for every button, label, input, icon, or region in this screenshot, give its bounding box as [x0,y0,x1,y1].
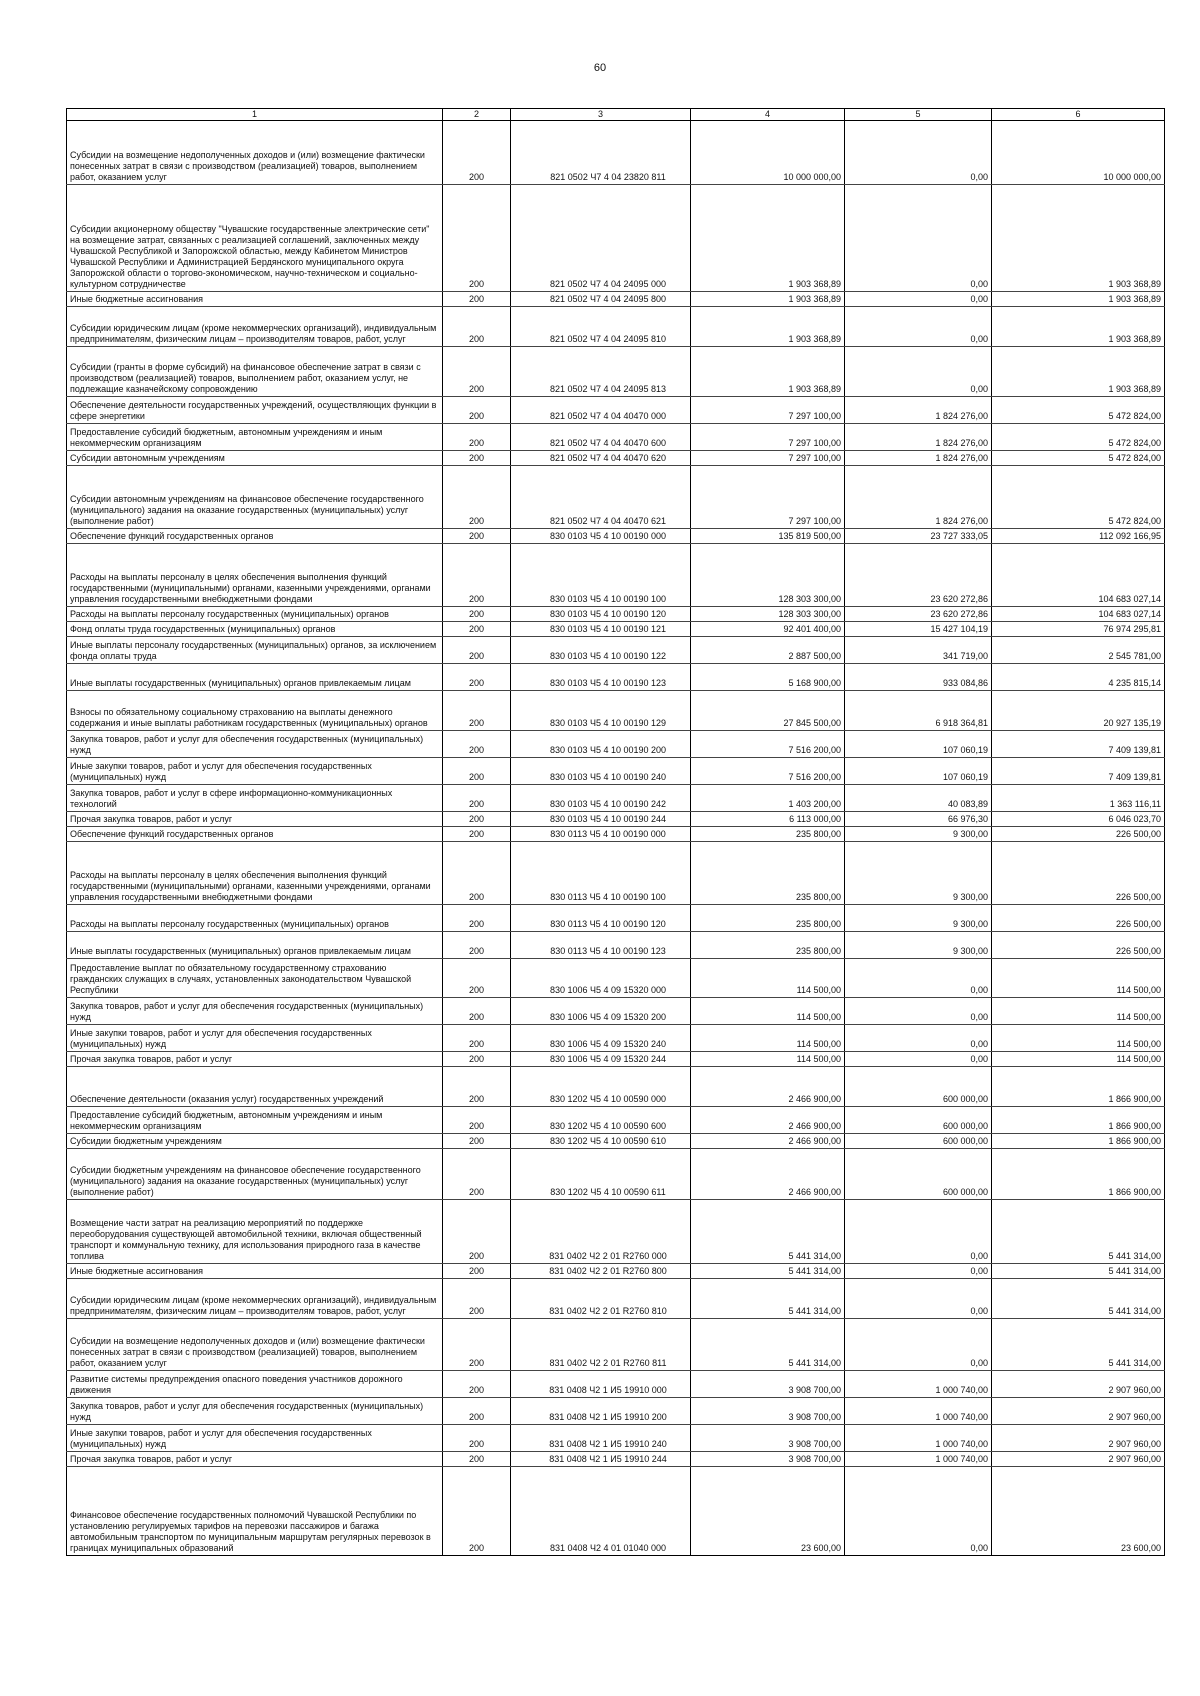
row-description: Расходы на выплаты персоналу в целях обеспечения выполнения функций государственными (муниципальными) органами, казенными учреждениями, органами управления государственными внебюджетными фондами [67,842,443,905]
row-amount-6: 7 409 139,81 [992,731,1165,758]
row-amount-4: 128 303 300,00 [691,607,845,622]
row-description: Субсидии на возмещение недополученных доходов и (или) возмещение фактически понесенных затрат в связи с производством (реализацией) товаров, выполнением работ, оказанием услуг [67,1319,443,1371]
row-amount-6: 5 441 314,00 [992,1319,1165,1371]
row-classifier: 830 1006 Ч5 4 09 15320 000 [511,959,691,998]
row-code: 200 [443,1425,511,1452]
table-row [67,785,1165,812]
row-description: Субсидии акционерному обществу "Чувашские государственные электрические сети" на возмещение затрат, связанных с реализацией соглашений, заключенных между Чувашской Республикой и Запорожской областью, между Кабинетом Министров Чувашской Республики и Администрацией Бердянского муниципального округа Запорожской области о торгово-экономическом, научно-техническом и социально-культурном сотрудничестве [67,185,443,292]
row-amount-4: 7 516 200,00 [691,731,845,758]
row-amount-4: 23 600,00 [691,1467,845,1556]
row-amount-5: 23 727 333,05 [845,529,992,544]
row-classifier: 830 0103 Ч5 4 10 00190 122 [511,637,691,664]
row-amount-4: 7 297 100,00 [691,451,845,466]
table-row [67,451,1165,466]
row-classifier: 830 0113 Ч5 4 10 00190 123 [511,932,691,959]
row-amount-4: 2 466 900,00 [691,1067,845,1107]
row-description: Взносы по обязательному социальному страхованию на выплаты денежного содержания и иные выплаты работникам государственных (муниципальных) органов [67,691,443,731]
column-header-2: 2 [443,109,511,121]
row-code: 200 [443,1452,511,1467]
row-code: 200 [443,664,511,691]
row-amount-4: 7 516 200,00 [691,758,845,785]
row-code: 200 [443,607,511,622]
row-description: Субсидии бюджетным учреждениям на финансовое обеспечение государственного (муниципального) задания на оказание государственных (муниципальных) услуг (выполнение работ) [67,1149,443,1200]
row-amount-5: 600 000,00 [845,1149,992,1200]
table-row [67,466,1165,529]
row-code: 200 [443,451,511,466]
row-amount-4: 2 466 900,00 [691,1149,845,1200]
row-classifier: 830 0113 Ч5 4 10 00190 000 [511,827,691,842]
table-row [67,185,1165,292]
row-code: 200 [443,812,511,827]
row-description: Иные бюджетные ассигнования [67,292,443,307]
row-classifier: 830 0103 Ч5 4 10 00190 123 [511,664,691,691]
row-amount-6: 2 545 781,00 [992,637,1165,664]
row-code: 200 [443,691,511,731]
row-amount-5: 0,00 [845,1467,992,1556]
row-amount-6: 226 500,00 [992,827,1165,842]
row-classifier: 830 0103 Ч5 4 10 00190 120 [511,607,691,622]
row-description: Субсидии автономным учреждениям на финансовое обеспечение государственного (муниципального) задания на оказание государственных (муниципальных) услуг (выполнение работ) [67,466,443,529]
row-amount-5: 0,00 [845,307,992,347]
row-amount-4: 3 908 700,00 [691,1425,845,1452]
row-code: 200 [443,1052,511,1067]
row-amount-5: 1 000 740,00 [845,1398,992,1425]
row-amount-4: 5 168 900,00 [691,664,845,691]
row-classifier: 830 1202 Ч5 4 10 00590 600 [511,1107,691,1134]
row-code: 200 [443,307,511,347]
row-code: 200 [443,347,511,397]
table-row [67,1371,1165,1398]
row-amount-6: 2 907 960,00 [992,1425,1165,1452]
row-amount-6: 23 600,00 [992,1467,1165,1556]
row-classifier: 830 0103 Ч5 4 10 00190 244 [511,812,691,827]
row-classifier: 821 0502 Ч7 4 04 40470 621 [511,466,691,529]
table-row [67,1025,1165,1052]
page-number: 60 [593,62,607,74]
row-code: 200 [443,932,511,959]
row-amount-4: 1 903 368,89 [691,307,845,347]
row-amount-4: 114 500,00 [691,998,845,1025]
row-code: 200 [443,1107,511,1134]
row-description: Субсидии автономным учреждениям [67,451,443,466]
row-amount-5: 6 918 364,81 [845,691,992,731]
table-row [67,347,1165,397]
row-amount-6: 1 866 900,00 [992,1149,1165,1200]
table-row [67,622,1165,637]
row-code: 200 [443,998,511,1025]
table-row [67,1467,1165,1556]
row-amount-5: 933 084,86 [845,664,992,691]
row-amount-6: 2 907 960,00 [992,1398,1165,1425]
row-classifier: 821 0502 Ч7 4 04 23820 811 [511,121,691,185]
row-amount-6: 1 903 368,89 [992,185,1165,292]
row-code: 200 [443,842,511,905]
row-amount-5: 341 719,00 [845,637,992,664]
row-description: Прочая закупка товаров, работ и услуг [67,812,443,827]
row-amount-5: 66 976,30 [845,812,992,827]
row-amount-6: 2 907 960,00 [992,1371,1165,1398]
table-row [67,664,1165,691]
table-row [67,959,1165,998]
row-code: 200 [443,1279,511,1319]
row-amount-6: 10 000 000,00 [992,121,1165,185]
row-amount-6: 5 441 314,00 [992,1200,1165,1264]
table-row [67,1279,1165,1319]
row-amount-5: 0,00 [845,185,992,292]
row-amount-6: 1 903 368,89 [992,292,1165,307]
table-row [67,1319,1165,1371]
row-code: 200 [443,529,511,544]
row-classifier: 830 1006 Ч5 4 09 15320 244 [511,1052,691,1067]
row-description: Прочая закупка товаров, работ и услуг [67,1052,443,1067]
row-amount-5: 1 824 276,00 [845,466,992,529]
row-classifier: 831 0408 Ч2 1 И5 19910 240 [511,1425,691,1452]
row-code: 200 [443,1398,511,1425]
row-code: 200 [443,622,511,637]
row-classifier: 830 0103 Ч5 4 10 00190 100 [511,544,691,607]
table-body [67,121,1165,1556]
row-amount-4: 2 466 900,00 [691,1107,845,1134]
row-code: 200 [443,1264,511,1279]
row-amount-5: 107 060,19 [845,758,992,785]
row-amount-5: 107 060,19 [845,731,992,758]
table-row [67,812,1165,827]
row-description: Субсидии на возмещение недополученных доходов и (или) возмещение фактически понесенных затрат в связи с производством (реализацией) товаров, выполнением работ, оказанием услуг [67,121,443,185]
row-code: 200 [443,121,511,185]
row-description: Субсидии (гранты в форме субсидий) на финансовое обеспечение затрат в связи с производством (реализацией) товаров, выполнением работ, оказанием услуг, не подлежащие казначейскому сопровождению [67,347,443,397]
row-amount-5: 600 000,00 [845,1134,992,1149]
table-row [67,1264,1165,1279]
row-amount-6: 1 866 900,00 [992,1067,1165,1107]
table-row [67,1107,1165,1134]
table-row [67,1067,1165,1107]
row-amount-5: 1 000 740,00 [845,1452,992,1467]
row-classifier: 831 0402 Ч2 2 01 R2760 811 [511,1319,691,1371]
row-classifier: 831 0408 Ч2 4 01 01040 000 [511,1467,691,1556]
row-amount-4: 3 908 700,00 [691,1371,845,1398]
row-description: Иные закупки товаров, работ и услуг для обеспечения государственных (муниципальных) нужд [67,758,443,785]
row-amount-4: 235 800,00 [691,932,845,959]
column-header-1: 1 [67,109,443,121]
column-header-4: 4 [691,109,845,121]
row-amount-4: 3 908 700,00 [691,1398,845,1425]
row-amount-4: 92 401 400,00 [691,622,845,637]
row-code: 200 [443,544,511,607]
row-classifier: 830 0103 Ч5 4 10 00190 242 [511,785,691,812]
row-code: 200 [443,466,511,529]
row-amount-6: 76 974 295,81 [992,622,1165,637]
row-amount-5: 0,00 [845,1025,992,1052]
row-amount-4: 5 441 314,00 [691,1319,845,1371]
table-row [67,544,1165,607]
row-amount-4: 3 908 700,00 [691,1452,845,1467]
row-amount-5: 0,00 [845,959,992,998]
table-row [67,397,1165,424]
table-row [67,1398,1165,1425]
row-amount-6: 20 927 135,19 [992,691,1165,731]
row-description: Обеспечение деятельности государственных учреждений, осуществляющих функции в сфере энергетики [67,397,443,424]
row-amount-4: 5 441 314,00 [691,1264,845,1279]
row-amount-5: 40 083,89 [845,785,992,812]
row-amount-5: 1 824 276,00 [845,451,992,466]
row-classifier: 821 0502 Ч7 4 04 40470 000 [511,397,691,424]
row-amount-5: 0,00 [845,347,992,397]
row-classifier: 831 0402 Ч2 2 01 R2760 800 [511,1264,691,1279]
row-code: 200 [443,905,511,932]
row-code: 200 [443,637,511,664]
row-amount-4: 6 113 000,00 [691,812,845,827]
row-amount-4: 7 297 100,00 [691,424,845,451]
row-classifier: 831 0402 Ч2 2 01 R2760 000 [511,1200,691,1264]
row-amount-5: 23 620 272,86 [845,607,992,622]
row-amount-6: 7 409 139,81 [992,758,1165,785]
row-classifier: 821 0502 Ч7 4 04 24095 800 [511,292,691,307]
row-amount-5: 0,00 [845,1200,992,1264]
row-amount-6: 6 046 023,70 [992,812,1165,827]
row-classifier: 830 0103 Ч5 4 10 00190 121 [511,622,691,637]
row-description: Предоставление выплат по обязательному государственному страхованию гражданских служащих в случаях, установленных законодательством Чувашской Республики [67,959,443,998]
row-code: 200 [443,758,511,785]
row-classifier: 821 0502 Ч7 4 04 24095 810 [511,307,691,347]
row-code: 200 [443,731,511,758]
row-code: 200 [443,1067,511,1107]
row-amount-4: 5 441 314,00 [691,1200,845,1264]
table-row [67,827,1165,842]
row-description: Иные выплаты персоналу государственных (муниципальных) органов, за исключением фонда оплаты труда [67,637,443,664]
row-amount-5: 1 000 740,00 [845,1425,992,1452]
row-code: 200 [443,424,511,451]
row-amount-4: 1 903 368,89 [691,185,845,292]
row-amount-4: 1 403 200,00 [691,785,845,812]
row-amount-6: 5 472 824,00 [992,466,1165,529]
row-amount-5: 9 300,00 [845,905,992,932]
row-amount-6: 114 500,00 [992,1025,1165,1052]
row-classifier: 821 0502 Ч7 4 04 24095 813 [511,347,691,397]
row-amount-5: 9 300,00 [845,842,992,905]
table-row [67,1425,1165,1452]
table-row [67,998,1165,1025]
row-amount-5: 0,00 [845,1052,992,1067]
row-classifier: 830 1006 Ч5 4 09 15320 240 [511,1025,691,1052]
table-row [67,1200,1165,1264]
row-classifier: 821 0502 Ч7 4 04 24095 000 [511,185,691,292]
budget-table [66,108,1165,1556]
row-classifier: 831 0408 Ч2 1 И5 19910 244 [511,1452,691,1467]
row-description: Расходы на выплаты персоналу государственных (муниципальных) органов [67,607,443,622]
row-description: Субсидии юридическим лицам (кроме некоммерческих организаций), индивидуальным предпринимателям, физическим лицам – производителям товаров, работ, услуг [67,307,443,347]
table-row [67,1134,1165,1149]
row-amount-5: 1 000 740,00 [845,1371,992,1398]
table-row [67,121,1165,185]
row-amount-6: 104 683 027,14 [992,544,1165,607]
row-amount-5: 600 000,00 [845,1067,992,1107]
table-row [67,1052,1165,1067]
row-amount-6: 226 500,00 [992,905,1165,932]
row-amount-5: 1 824 276,00 [845,397,992,424]
column-header-3: 3 [511,109,691,121]
row-description: Обеспечение функций государственных органов [67,827,443,842]
row-classifier: 830 0103 Ч5 4 10 00190 240 [511,758,691,785]
row-amount-6: 5 441 314,00 [992,1279,1165,1319]
row-amount-6: 114 500,00 [992,1052,1165,1067]
table-row [67,758,1165,785]
row-classifier: 831 0408 Ч2 1 И5 19910 000 [511,1371,691,1398]
table-row [67,905,1165,932]
table-header-row [67,109,1165,121]
row-amount-4: 5 441 314,00 [691,1279,845,1319]
row-code: 200 [443,827,511,842]
table-row [67,292,1165,307]
row-amount-4: 7 297 100,00 [691,466,845,529]
row-code: 200 [443,1319,511,1371]
row-code: 200 [443,1025,511,1052]
row-amount-4: 1 903 368,89 [691,347,845,397]
row-code: 200 [443,397,511,424]
row-classifier: 830 0113 Ч5 4 10 00190 120 [511,905,691,932]
row-description: Субсидии юридическим лицам (кроме некоммерческих организаций), индивидуальным предпринимателям, физическим лицам – производителям товаров, работ, услуг [67,1279,443,1319]
row-amount-5: 0,00 [845,121,992,185]
column-header-5: 5 [845,109,992,121]
table-row [67,529,1165,544]
row-amount-6: 4 235 815,14 [992,664,1165,691]
row-amount-5: 0,00 [845,998,992,1025]
row-amount-5: 0,00 [845,1279,992,1319]
row-classifier: 831 0408 Ч2 1 И5 19910 200 [511,1398,691,1425]
table-row [67,932,1165,959]
row-amount-4: 135 819 500,00 [691,529,845,544]
row-amount-4: 2 887 500,00 [691,637,845,664]
row-amount-4: 7 297 100,00 [691,397,845,424]
row-amount-4: 114 500,00 [691,959,845,998]
table-row [67,691,1165,731]
row-code: 200 [443,1134,511,1149]
row-code: 200 [443,185,511,292]
row-description: Финансовое обеспечение государственных полномочий Чувашской Республики по установлению регулируемых тарифов на перевозки пассажиров и багажа автомобильным транспортом по муниципальным маршрутам регулярных перевозок в границах муниципальных образований [67,1467,443,1556]
row-description: Иные закупки товаров, работ и услуг для обеспечения государственных (муниципальных) нужд [67,1425,443,1452]
row-amount-6: 226 500,00 [992,842,1165,905]
row-description: Обеспечение функций государственных органов [67,529,443,544]
row-amount-6: 1 903 368,89 [992,307,1165,347]
row-amount-6: 226 500,00 [992,932,1165,959]
row-description: Развитие системы предупреждения опасного поведения участников дорожного движения [67,1371,443,1398]
row-amount-4: 235 800,00 [691,827,845,842]
row-classifier: 821 0502 Ч7 4 04 40470 600 [511,424,691,451]
column-header-6: 6 [992,109,1165,121]
row-classifier: 830 0103 Ч5 4 10 00190 000 [511,529,691,544]
row-description: Предоставление субсидий бюджетным, автономным учреждениям и иным некоммерческим организациям [67,1107,443,1134]
table-row [67,424,1165,451]
table-row [67,731,1165,758]
row-description: Иные бюджетные ассигнования [67,1264,443,1279]
row-amount-6: 5 441 314,00 [992,1264,1165,1279]
row-amount-4: 235 800,00 [691,905,845,932]
row-description: Субсидии бюджетным учреждениям [67,1134,443,1149]
row-description: Расходы на выплаты персоналу в целях обеспечения выполнения функций государственными (муниципальными) органами, казенными учреждениями, органами управления государственными внебюджетными фондами [67,544,443,607]
row-amount-6: 112 092 166,95 [992,529,1165,544]
row-amount-6: 104 683 027,14 [992,607,1165,622]
row-amount-5: 15 427 104,19 [845,622,992,637]
row-classifier: 831 0402 Ч2 2 01 R2760 810 [511,1279,691,1319]
row-description: Закупка товаров, работ и услуг в сфере информационно-коммуникационных технологий [67,785,443,812]
row-code: 200 [443,1467,511,1556]
row-amount-4: 27 845 500,00 [691,691,845,731]
row-description: Расходы на выплаты персоналу государственных (муниципальных) органов [67,905,443,932]
table-row [67,307,1165,347]
row-amount-5: 9 300,00 [845,827,992,842]
row-amount-6: 1 866 900,00 [992,1134,1165,1149]
row-code: 200 [443,1200,511,1264]
row-amount-5: 23 620 272,86 [845,544,992,607]
row-amount-4: 128 303 300,00 [691,544,845,607]
table-row [67,607,1165,622]
row-description: Закупка товаров, работ и услуг для обеспечения государственных (муниципальных) нужд [67,1398,443,1425]
row-classifier: 830 0113 Ч5 4 10 00190 100 [511,842,691,905]
row-amount-5: 9 300,00 [845,932,992,959]
row-amount-5: 600 000,00 [845,1107,992,1134]
row-description: Обеспечение деятельности (оказания услуг) государственных учреждений [67,1067,443,1107]
row-amount-6: 114 500,00 [992,998,1165,1025]
row-amount-5: 1 824 276,00 [845,424,992,451]
row-classifier: 830 0103 Ч5 4 10 00190 129 [511,691,691,731]
row-amount-4: 2 466 900,00 [691,1134,845,1149]
row-description: Закупка товаров, работ и услуг для обеспечения государственных (муниципальных) нужд [67,998,443,1025]
row-description: Фонд оплаты труда государственных (муниципальных) органов [67,622,443,637]
row-code: 200 [443,785,511,812]
row-classifier: 821 0502 Ч7 4 04 40470 620 [511,451,691,466]
row-amount-5: 0,00 [845,1264,992,1279]
table-row [67,1149,1165,1200]
row-description: Предоставление субсидий бюджетным, автономным учреждениям и иным некоммерческим организациям [67,424,443,451]
row-amount-4: 235 800,00 [691,842,845,905]
table-row [67,637,1165,664]
row-amount-5: 0,00 [845,1319,992,1371]
row-description: Возмещение части затрат на реализацию мероприятий по поддержке переоборудования существующей автомобильной техники, включая общественный транспорт и коммунальную технику, для использования природного газа в качестве топлива [67,1200,443,1264]
row-classifier: 830 0103 Ч5 4 10 00190 200 [511,731,691,758]
row-amount-5: 0,00 [845,292,992,307]
row-classifier: 830 1202 Ч5 4 10 00590 000 [511,1067,691,1107]
row-amount-4: 114 500,00 [691,1052,845,1067]
row-amount-6: 2 907 960,00 [992,1452,1165,1467]
row-code: 200 [443,1149,511,1200]
row-code: 200 [443,1371,511,1398]
table-row [67,842,1165,905]
row-amount-4: 114 500,00 [691,1025,845,1052]
row-amount-6: 114 500,00 [992,959,1165,998]
row-amount-6: 5 472 824,00 [992,424,1165,451]
table-row [67,1452,1165,1467]
row-amount-6: 5 472 824,00 [992,397,1165,424]
row-description: Прочая закупка товаров, работ и услуг [67,1452,443,1467]
row-amount-4: 10 000 000,00 [691,121,845,185]
row-classifier: 830 1202 Ч5 4 10 00590 611 [511,1149,691,1200]
row-description: Иные выплаты государственных (муниципальных) органов привлекаемым лицам [67,664,443,691]
row-code: 200 [443,959,511,998]
row-description: Иные закупки товаров, работ и услуг для обеспечения государственных (муниципальных) нужд [67,1025,443,1052]
row-amount-4: 1 903 368,89 [691,292,845,307]
row-description: Закупка товаров, работ и услуг для обеспечения государственных (муниципальных) нужд [67,731,443,758]
row-classifier: 830 1202 Ч5 4 10 00590 610 [511,1134,691,1149]
row-amount-6: 1 866 900,00 [992,1107,1165,1134]
row-code: 200 [443,292,511,307]
row-classifier: 830 1006 Ч5 4 09 15320 200 [511,998,691,1025]
row-amount-6: 1 903 368,89 [992,347,1165,397]
row-amount-6: 1 363 116,11 [992,785,1165,812]
row-description: Иные выплаты государственных (муниципальных) органов привлекаемым лицам [67,932,443,959]
row-amount-6: 5 472 824,00 [992,451,1165,466]
